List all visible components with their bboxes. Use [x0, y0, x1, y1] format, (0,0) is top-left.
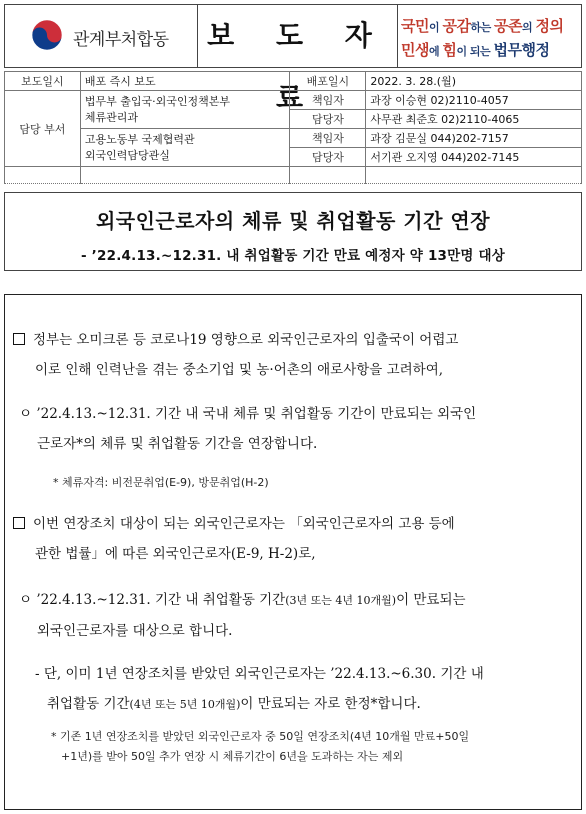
paragraph-4 — [19, 585, 466, 646]
headline-box — [4, 192, 582, 271]
paragraph-line: 근로자*의 체류 및 취업활동 기간을 연장합니다. — [37, 436, 318, 452]
slogan-word: 하는 — [470, 21, 495, 34]
footnote-line: +1년)를 받아 50일 추가 연장 시 체류기간이 6년을 도과하는 자는 제외 — [61, 750, 404, 763]
dept2 — [80, 129, 290, 167]
blank-cell — [290, 167, 366, 184]
text: (4년 또는 5년 10개월) — [129, 698, 241, 711]
text: ㅇ ’22.4.13.~12.31. 기간 내 취업활동 기간 — [19, 592, 286, 608]
paragraph-line: 이로 인해 인력난을 겪는 중소기업 및 농·어촌의 애로사항을 고려하여, — [35, 362, 444, 378]
paragraph-line: ㅇ ’22.4.13.~12.31. 기간 내 국내 체류 및 취업활동 기간이 만료되는 외국인 — [19, 406, 477, 422]
paragraph-2 — [19, 399, 476, 459]
org-name: 관계부처합동 — [73, 30, 169, 50]
body-box — [4, 294, 582, 810]
text: 이번 연장조치 대상이 되는 외국인근로자는 「외국인근로자의 고용 등에 — [33, 516, 455, 532]
dept-label: 담당 부서 — [5, 91, 81, 167]
dept1 — [80, 91, 290, 129]
slogan-word: 공존 — [494, 17, 523, 35]
text: (3년 또는 4년 10개월) — [285, 594, 397, 607]
role-label: 담당자 — [290, 110, 366, 129]
slogan-word: 공감 — [442, 17, 471, 35]
footnote-2 — [51, 727, 469, 767]
role-label: 책임자 — [290, 129, 366, 148]
dept2-line: 외국인력담당관실 — [84, 148, 170, 162]
dept1-line: 체류관리과 — [84, 110, 139, 124]
paragraph-line: 외국인근로자를 대상으로 합니다. — [37, 623, 233, 639]
slogan-word: 에 — [428, 45, 443, 58]
paragraph-line — [13, 325, 458, 355]
blank-cell — [80, 167, 290, 184]
text: 이 만료되는 자로 한정*합니다. — [240, 696, 421, 712]
release-label: 보도일시 — [5, 72, 81, 91]
blank-cell — [5, 167, 81, 184]
slogan-word: 이 — [428, 21, 443, 34]
doc-type-title: 보 도 자 료 — [198, 5, 398, 67]
slogan-word: 민생 — [401, 41, 429, 59]
sub-title: - ’22.4.13.~12.31. 내 취업활동 기간 만료 예정자 약 13만명 대상 — [80, 248, 505, 264]
slogan-word: 의 — [522, 21, 536, 34]
paragraph-3 — [13, 509, 455, 569]
dept1-line: 법무부 출입국·외국인정책본부 — [84, 94, 231, 108]
slogan-word: 정의 — [535, 17, 564, 35]
taegeuk-emblem-icon — [31, 19, 63, 51]
logo-area — [5, 5, 198, 67]
paragraph-line — [13, 509, 455, 539]
slogan-word: 힘 — [442, 41, 457, 59]
contact: 과장 김문실 044)202-7157 — [366, 129, 582, 148]
slogan-line-2 — [401, 39, 581, 63]
release-value: 배포 즉시 보도 — [80, 72, 290, 91]
blank-cell — [366, 167, 582, 184]
role-label: 책임자 — [290, 91, 366, 110]
contact: 사무관 최준호 02)2110-4065 — [366, 110, 582, 129]
distribution-value: 2022. 3. 28.(월) — [366, 72, 582, 91]
square-bullet-icon — [13, 517, 25, 529]
paragraph-line — [19, 585, 466, 616]
contact: 과장 이승현 02)2110-4057 — [366, 91, 582, 110]
contact-info-table — [4, 71, 582, 184]
slogan — [401, 15, 581, 63]
footnote-1: * 체류자격: 비전문취업(E-9), 방문취업(H-2) — [53, 476, 269, 489]
role-label: 담당자 — [290, 148, 366, 167]
footnote-line: * 기존 1년 연장조치를 받았던 외국인근로자 중 50일 연장조치(4년 10개월 만료+50일 — [51, 730, 470, 743]
slogan-word: 이 되는 — [456, 45, 494, 58]
text: 이 만료되는 — [396, 592, 466, 608]
paragraph-line: - 단, 이미 1년 연장조치를 받았던 외국인근로자는 ’22.4.13.~6.30. 기간 내 — [35, 666, 484, 682]
text: 취업활동 기간 — [47, 696, 130, 712]
text: 정부는 오미크론 등 코로나19 영향으로 외국인근로자의 입출국이 어렵고 — [33, 332, 459, 348]
paragraph-1 — [13, 325, 458, 385]
main-title: 외국인근로자의 체류 및 취업활동 기간 연장 — [95, 209, 491, 233]
paragraph-line: 관한 법률」에 따른 외국인근로자(E-9, H-2)로, — [35, 546, 316, 562]
contact: 서기관 오지영 044)202-7145 — [366, 148, 582, 167]
slogan-line-1 — [401, 15, 581, 39]
paragraph-line — [35, 689, 484, 720]
slogan-word: 국민 — [401, 17, 429, 35]
square-bullet-icon — [13, 333, 25, 345]
distribution-label: 배포일시 — [290, 72, 366, 91]
paragraph-5 — [35, 659, 484, 720]
dept2-line: 고용노동부 국제협력관 — [84, 132, 195, 146]
slogan-word: 법무행정 — [493, 41, 550, 59]
